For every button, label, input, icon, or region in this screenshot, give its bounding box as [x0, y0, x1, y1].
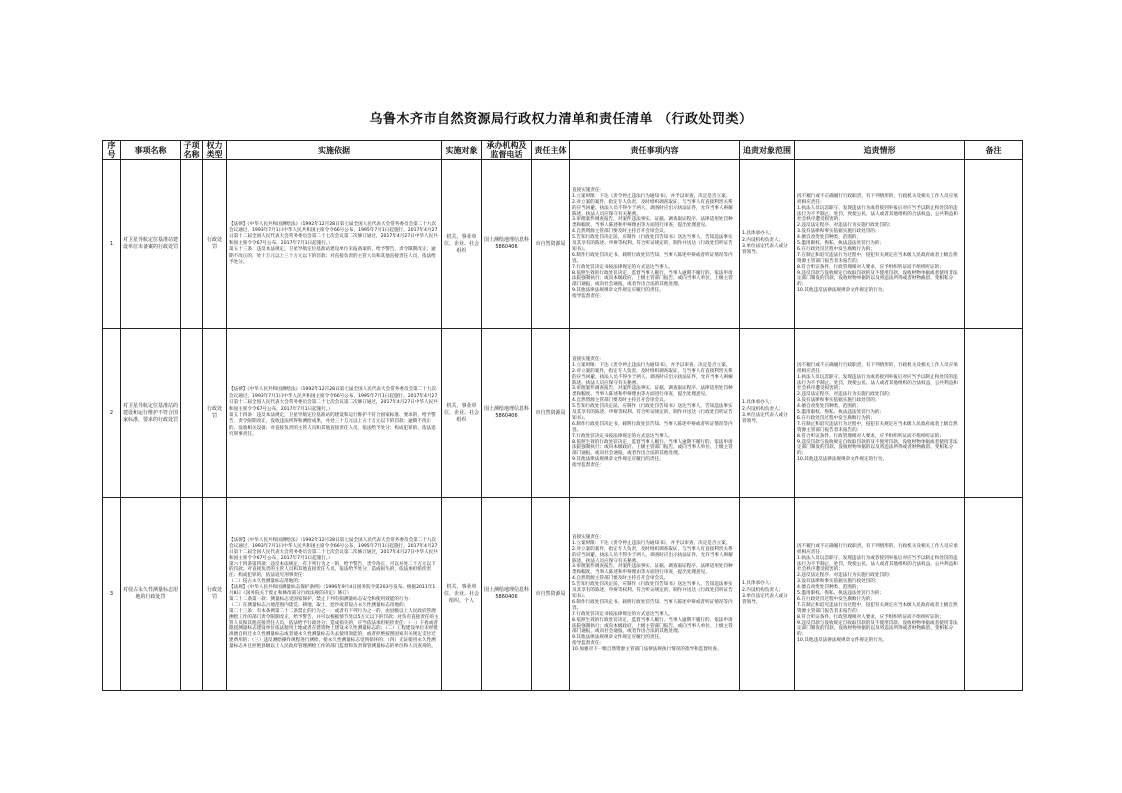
cell-subject: 市自然资源局 [532, 329, 570, 498]
cell-object: 机关、事业单位、企业、社会组织 [442, 160, 482, 329]
header-name: 事项名称 [121, 141, 181, 160]
cell-name: 对卫星导航定位基准站的建设和运行维护不符合国家标准、要求的行政处罚 [121, 329, 181, 498]
cell-object: 机关、事业单位、企业、社会组织、个人 [442, 498, 482, 691]
header-type: 权力类型 [203, 141, 227, 160]
cell-agency: 国土测绘地理信息科5860406 [482, 498, 532, 691]
header-object: 实施对象 [442, 141, 482, 160]
cell-scope: 1.具体承办人； 2.内设机构负责人； 3.单位法定代表人或分管领导。 [740, 329, 795, 498]
cell-basis: 【法律】《中华人民共和国测绘法》（1992年12月28日第七届全国人民代表大会常务委员会第二十九次会议通过，1993年7月1日中华人民共和国主席令令66号公布，1995年7月1日起施行。2017年4月27日第十二届全国人民代表大会常务委员会第二十七次会议第二次修订通过，2017年4月27日中华人民共和国主席令令67号公布，2017年7月1日起施行。） 第五十四条：违反本法规定，卫星导航定位基准站的建设和运行维护不符合国家标准、要求的，给予警告，责令限期改正，没收违法所得和测绘成果，并处三十万元以上五十万元以下的罚款；逾期不改正的，没收相关设备；对直接负责的主管人员和其他直接责任人员，依法给予处分；构成犯罪的，依法追究刑事责任。 [227, 329, 442, 498]
cell-duty: 直接实施责任： 1.立案时限：下达《责令停止违法行为通知书》，并予以审查，决定是否立案。 2.对立案的案件，指定专人负责，及时组织调查取证，与当事人有直接利害关系的应当回避。执法人员不得少于两人，调查时应出示执法证件，允许当事人辩解陈述。执法人员应保守有关秘密。 3.审理案件调查报告，对案件违法事实、证据、调查取证程序、法律适用处罚种类和幅度、当事人陈述和申辩理由等方面进行审查，提出处理意见。 4.自然资源主管部门要及时主持召开会审会议。 5.告知行政处罚决定前，应制作《行政处罚告知书》送达当事人，告知违法事实及其享有的陈述、申辩等权利。符合听证规定的，制作并送达《行政处罚听证告知书》。 6.制作行政处罚决定书，载明行政处罚告知、当事人陈述申辩或者听证情况等内容。 7.行政处罚决定书按法律规定的方式送达当事人。 8.依照生效的行政处罚决定，监督当事人履行。当事人逾期不履行的，依法申请法院强制执行；或向本级政府、上级主管部门报告，或向当事人单位、上级主管部门通报，或向社会通报，或者作出合法的其他处理。 9.其他法律法规规章文件规定应履行的责任。 指导监督责任： 10.加强对下一级自然资源主管部门法律法规执行情况的指导和监督检查。 [570, 498, 740, 691]
cell-remark [965, 498, 1023, 691]
cell-no: 1 [103, 160, 121, 329]
cell-liability: 因不履行或不正确履行行政职责，有下列情形的，行政机关及相关工作人员应承担相应责任： 1.执法人员玩忽职守、发现违法行为或者接到举报后对应当予以制止和处罚的违法行为不予制止、处罚，致使公民、法人或者其他组织的合法权益、公共利益和社会秩序遭受损害的； 2.违反法定程序、对违法行为实施行政处罚的； 3.没有法律和事实依据实施行政处罚的； 4.擅自改变处罚种类、范围的； 5.滥用职权、徇私、执法违法处罚行为的； 6.在行政处罚过程中发生腐败行为的； 7.在制止和追究违法行为过程中，侵犯有关规定应当本级人民政府或者上级自然资源主管部门报告者未报告的； 8.符合听证条件、行政管理相对人要求，应予组织听证而不组织听证的； 9.违反罚款与没收规定自收取罚款的及不使用罚款、没收财物单据或者使用非法定部门制发的罚款、没收财物单据的以及将违法所得或者财物截留、变相私分的； 10.其他违反法律法规规章文件规定的行为。 [795, 329, 965, 498]
cell-agency: 国土测绘地理信息科5860406 [482, 329, 532, 498]
cell-type: 行政处罚 [203, 329, 227, 498]
cell-liability: 因不履行或不正确履行行政职责，有下列情形的，行政机关及相关工作人员应承担相应责任： 1.执法人员玩忽职守、发现违法行为或者接到举报后对应当予以制止和处罚的违法行为不予制止、处罚，致使公民、法人或者其他组织的合法权益、公共利益和社会秩序遭受损害的； 2.违反法定程序、对违法行为实施行政处罚的； 3.没有法律和事实依据实施行政处罚的； 4.擅自改变处罚种类、范围的； 5.滥用职权、徇私、执法违法处罚行为的； 6.在行政处罚过程中发生腐败行为的； 7.在制止和追究违法行为过程中，侵犯有关规定应当本级人民政府或者上级自然资源主管部门报告者未报告的； 8.符合听证条件、行政管理相对人要求，应予组织听证而不组织听证的； 9.违反罚款与没收规定自收取罚款的及不使用罚款、没收财物单据或者使用非法定部门制发的罚款、没收财物单据的以及将违法所得或者财物截留、变相私分的； 10.其他违反法律法规规章文件规定的行为。 [795, 160, 965, 329]
header-no: 序号 [103, 141, 121, 160]
cell-sub [181, 160, 203, 329]
cell-basis: 【法律】《中华人民共和国测绘法》（1992年12月28日第七届全国人民代表大会常务委员会第二十九次会议通过，1993年7月1日中华人民共和国主席令令66号公布，1995年7月1日起施行。2017年4月27日第十二届全国人民代表大会常务委员会第二十七次会议第二次修订通过，2017年4月27日中华人民共和国主席令令67号公布，2017年7月1日起施行。） 第五十三条：违反本法规定，卫星导航定位基准站建设单位未报备案的，给予警告，责令限期改正；逾期不改正的，处十万元以上三十万元以下的罚款；对直接负责的主管人员和其他直接责任人员，依法给予处分。 [227, 160, 442, 329]
table-row [103, 329, 1023, 498]
cell-remark [965, 160, 1023, 329]
cell-scope: 1.具体承办人； 2.内设机构负责人； 3.单位法定代表人或分管领导。 [740, 498, 795, 691]
table-row [103, 160, 1023, 329]
header-remark: 备注 [965, 141, 1023, 160]
cell-agency: 国土测绘地理信息科5860406 [482, 160, 532, 329]
table-header-row [103, 141, 1023, 160]
page-title: 乌鲁木齐市自然资源局行政权力清单和责任清单 （行政处罚类） [369, 112, 753, 127]
cell-type: 行政处罚 [203, 160, 227, 329]
cell-liability: 因不履行或不正确履行行政职责，有下列情形的，行政机关及相关工作人员应承担相应责任： 1.执法人员玩忽职守、发现违法行为或者接到举报后对应当予以制止和处罚的违法行为不予制止、处罚，致使公民、法人或者其他组织的合法权益、公共利益和社会秩序遭受损害的； 2.违反法定程序、对违法行为实施行政处罚的； 3.没有法律和事实依据实施行政处罚的； 4.擅自改变处罚种类、范围的； 5.滥用职权、徇私、执法违法处罚行为的； 6.在行政处罚过程中发生腐败行为的； 7.在制止和追究违法行为过程中，侵犯有关规定应当本级人民政府或者上级自然资源主管部门报告者未报告的； 8.符合听证条件、行政管理相对人要求，应予组织听证而不组织听证的； 9.违反罚款与没收规定自收取罚款的及不使用罚款、没收财物单据或者使用非法定部门制发的罚款、没收财物单据的以及将违法所得或者财物截留、变相私分的； 10.其他违反法律法规规章文件规定的行为。 [795, 498, 965, 691]
header-agency: 承办机构及监督电话 [482, 141, 532, 160]
header-scope: 追责对象范围 [740, 141, 795, 160]
cell-name: 对卫星导航定位基准站建设单位未备案的行政处罚 [121, 160, 181, 329]
header-subject: 责任主体 [532, 141, 570, 160]
cell-scope: 1.具体承办人； 2.内设机构负责人； 3.单位法定代表人或分管领导。 [740, 160, 795, 329]
header-duty: 责任事项内容 [570, 141, 740, 160]
cell-name: 对侵占永久性测量标志用地的行政处罚 [121, 498, 181, 691]
header-liability: 追责情形 [795, 141, 965, 160]
cell-subject: 市自然资源局 [532, 160, 570, 329]
cell-basis: 【法律】《中华人民共和国测绘法》（1992年12月28日第七届全国人民代表大会常务委员会第二十九次会议通过，1993年7月1日中华人民共和国主席令令66号公布，1995年7月1日起施行。2017年4月27日第十二届全国人民代表大会常务委员会第二十七次会议第二次修订通过，2017年4月27日中华人民共和国主席令令67号公布，2017年7月1日起施行。） 第六十四条第四项：违反本法规定，有下列行为之一的，给予警告，责令改正，可以并处二十万元以下的罚款；对直接负责的主管人员和其他直接责任人员，依法给予处分；造成损失的，依法承担赔偿责任；构成犯罪的，依法追究刑事责任： （二）侵占永久性测量标志用地的； 【法规】《中华人民共和国测量标志保护条例》（1996年9月4日国务院令第203号发布。根据2011年1月8日《国务院关于废止和修改部分行政法规的决定》修订） 第二十二条第一款：测量标志受国家保护，禁止下列有损测量标志安全和使用效能的行为： （二）在测量标志占地范围内烧荒、耕地、取土、挖沙或者侵占永久性测量标志用地的； 第二十三条：有本条例第二十二条禁止的行为之一，或者有下列行为之一的，由县级以上人民政府管理测绘工作的部门责令限期改正，给予警告，并可以根据情节处以5万元以下的罚款；对负有直接责任的主管人员和其他直接责任人员，依法给予行政处分；造成损失的，应当依法承担赔偿责任：（一）干扰或者阻挠测量标志建设单位依法使用土地或者在建筑物上建设永久性测量标志的；（二）工程建设单位未经批准擅自拆迁永久性测量标志或者使永久性测量标志失去使用效能的，或者拒绝按照国家有关规定支付迁建费用的；（三）违反测绘操作规程进行测绘，使永久性测量标志受到损坏的；（四）无证使用永久性测量标志并且拒绝县级以上人民政府管理测绘工作的部门监督和负责保管测量标志的单位和人员查询的。 [227, 498, 442, 691]
cell-subject: 市自然资源局 [532, 498, 570, 691]
header-basis: 实施依据 [227, 141, 442, 160]
cell-duty: 直接实施责任： 1.立案时限：下达《责令停止违法行为通知书》，并予以审查，决定是否立案。 2.对立案的案件，指定专人负责，及时组织调查取证，与当事人有直接利害关系的应当回避。执法人员不得少于两人，调查时应出示执法证件，允许当事人辩解陈述。执法人员应保守有关秘密。 3.审理案件调查报告，对案件违法事实、证据、调查取证程序、法律适用处罚种类和幅度、当事人陈述和申辩理由等方面进行审查，提出处理意见。 4.自然资源主管部门要及时主持召开会审会议。 5.告知行政处罚决定前，应制作《行政处罚告知书》送达当事人，告知违法事实及其享有的陈述、申辩等权利。符合听证规定的，制作并送达《行政处罚听证告知书》。 6.制作行政处罚决定书，载明行政处罚告知、当事人陈述申辩或者听证情况等内容。 7.行政处罚决定书按法律规定的方式送达当事人。 8.依照生效的行政处罚决定，监督当事人履行。当事人逾期不履行的，依法申请法院强制执行；或向本级政府、上级主管部门报告，或向当事人单位、上级主管部门通报，或向社会通报，或者作出合法的其他处理。 9.其他法律法规规章文件规定应履行的责任。 指导监督责任： [570, 160, 740, 329]
cell-type: 行政处罚 [203, 498, 227, 691]
cell-no: 3 [103, 498, 121, 691]
cell-no: 2 [103, 329, 121, 498]
cell-duty: 直接实施责任： 1.立案时限：下达《责令停止违法行为通知书》，并予以审查，决定是否立案。 2.对立案的案件，指定专人负责，及时组织调查取证，与当事人有直接利害关系的应当回避。执法人员不得少于两人，调查时应出示执法证件，允许当事人辩解陈述。执法人员应保守有关秘密。 3.审理案件调查报告，对案件违法事实、证据、调查取证程序、法律适用处罚种类和幅度、当事人陈述和申辩理由等方面进行审查，提出处理意见。 4.自然资源主管部门要及时主持召开会审会议。 5.告知行政处罚决定前，应制作《行政处罚告知书》送达当事人，告知违法事实及其享有的陈述、申辩等权利。符合听证规定的，制作并送达《行政处罚听证告知书》。 6.制作行政处罚决定书，载明行政处罚告知、当事人陈述申辩或者听证情况等内容。 7.行政处罚决定书按法律规定的方式送达当事人。 8.依照生效的行政处罚决定，监督当事人履行。当事人逾期不履行的，依法申请法院强制执行；或向本级政府、上级主管部门报告，或向当事人单位、上级主管部门通报，或向社会通报，或者作出合法的其他处理。 9.其他法律法规规章文件规定应履行的责任。 指导监督责任： [570, 329, 740, 498]
cell-object: 机关、事业单位、企业、社会组织 [442, 329, 482, 498]
cell-sub [181, 329, 203, 498]
header-sub: 子项名称 [181, 141, 203, 160]
table-row [103, 498, 1023, 691]
cell-sub [181, 498, 203, 691]
power-list-table [102, 140, 1023, 691]
cell-remark [965, 329, 1023, 498]
